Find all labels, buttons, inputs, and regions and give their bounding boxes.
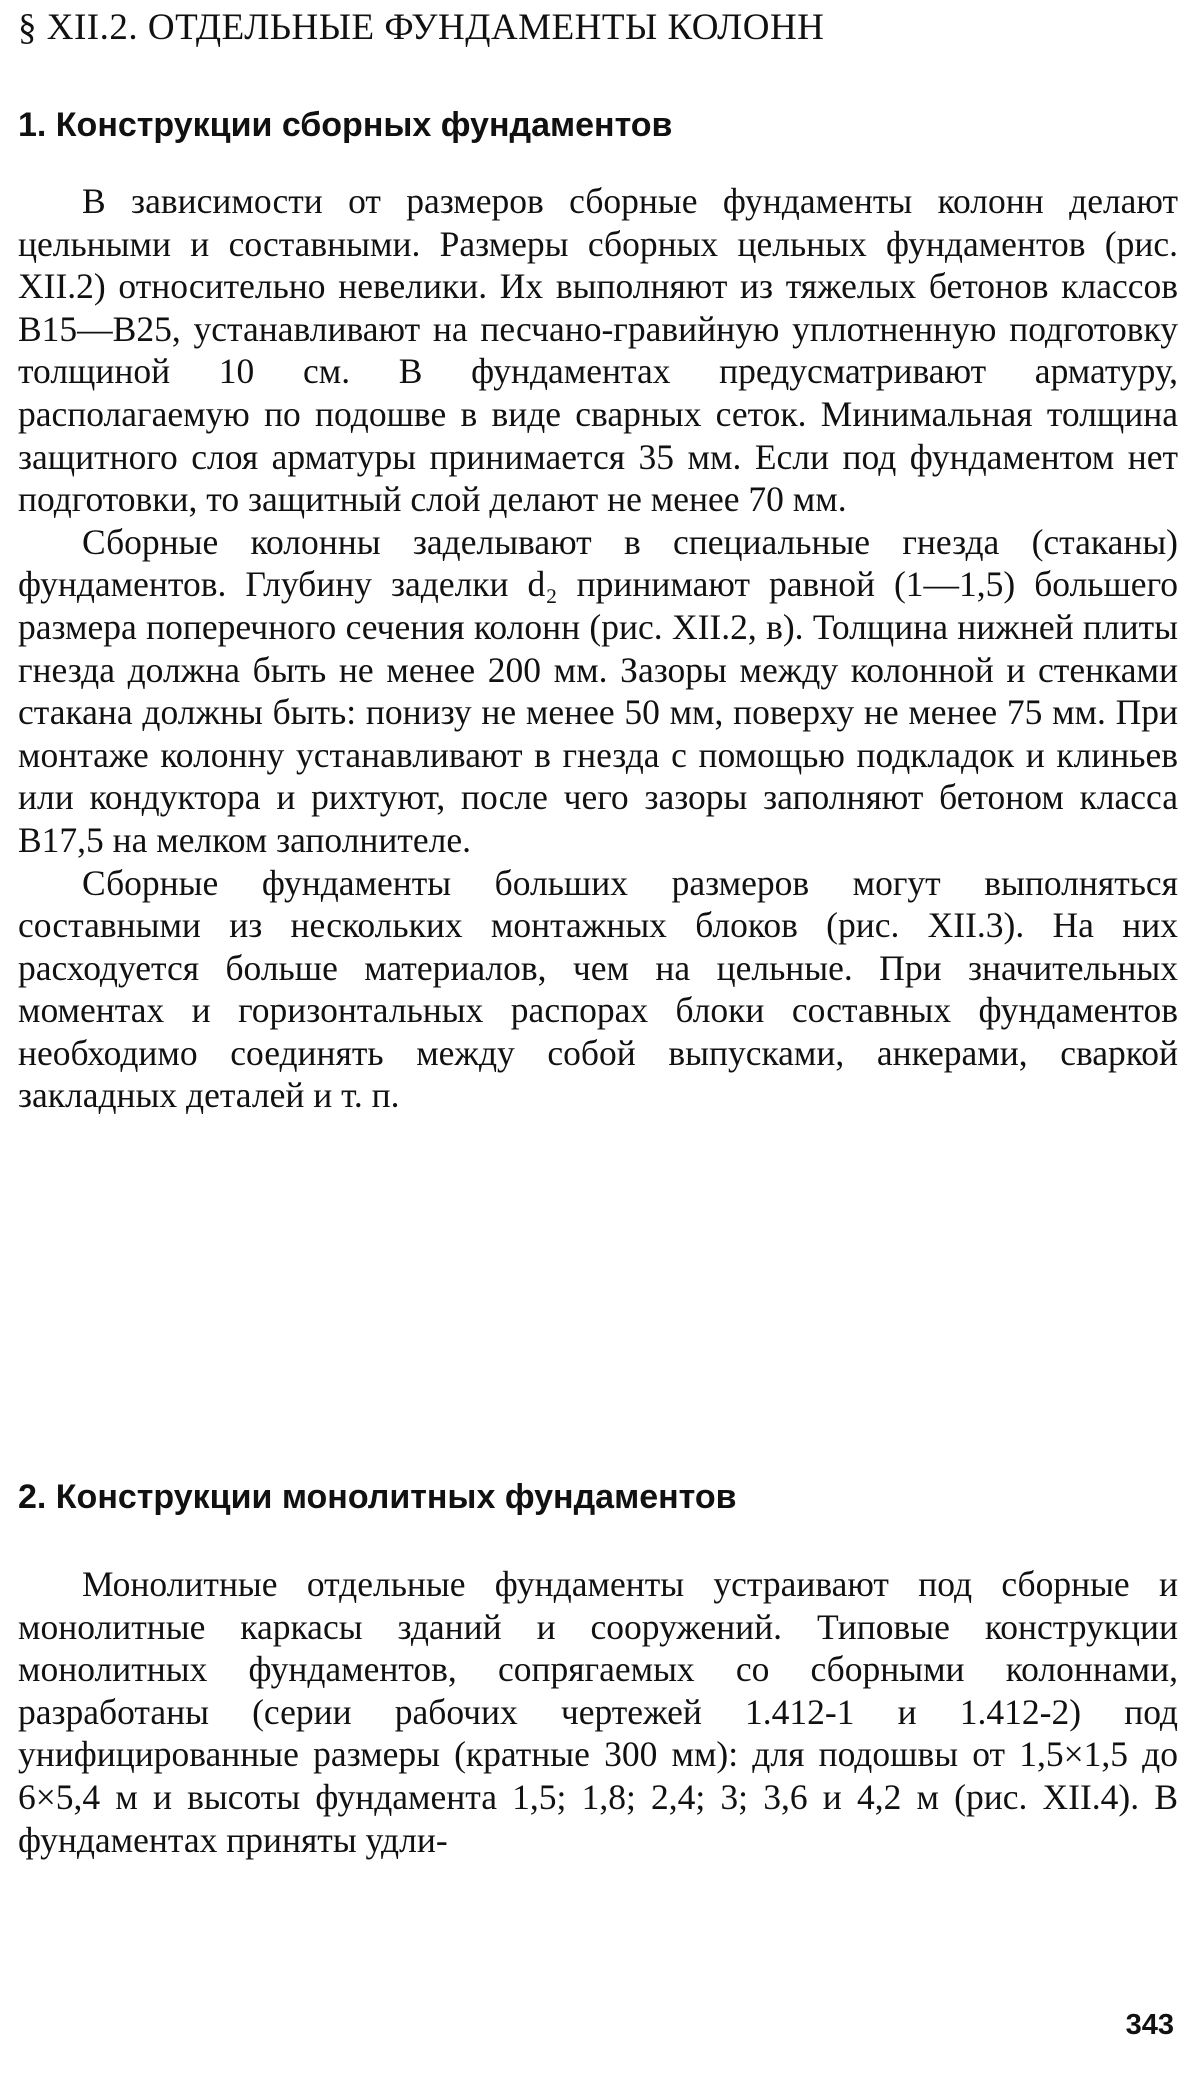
paragraph: Сборные фундаменты больших размеров могут выполняться составными из нескольких монтажных блоков (рис. XII.3). На них расходуется больше материалов, чем на цельные. При значительных моментах и горизонтальных распорах блоки составных фундаментов необходимо соединять между собой выпусками, анкерами, сваркой закладных деталей и т. п.	[18, 862, 1178, 1116]
section-body-monolithic-foundations	[18, 1563, 1178, 1861]
paragraph: Сборные колонны заделывают в специальные гнезда (стаканы) фундаментов. Глубину заделки d₂ принимают равной (1—1,5) большего размера поперечного сечения колонн (рис. XII.2, в). Толщина нижней плиты гнезда должна быть не менее 200 мм. Зазоры между колонной и стенками стакана должны быть: понизу не менее 50 мм, поверху не менее 75 мм. При монтаже колонну устанавливают в гнезда с помощью подкладок и клиньев или кондуктора и рихтуют, после чего зазоры заполняют бетоном класса В17,5 на мелком заполнителе.	[18, 521, 1178, 860]
page-number: 343	[1125, 2009, 1174, 2041]
paragraph: В зависимости от размеров сборные фундаменты колонн делают цельными и составными. Размеры сборных цельных фундаментов (рис. XII.2) относительно невелики. Их выполняют из тяжелых бетонов классов В15—В25, устанавливают на песчано-гравийную уплотненную подготовку толщиной 10 см. В фундаментах предусматривают арматуру, располагаемую по подошве в виде сварных сеток. Минимальная толщина защитного слоя арматуры принимается 35 мм. Если под фундаментом нет подготовки, то защитный слой делают не менее 70 мм.	[18, 181, 1178, 520]
section-heading-prefab-foundations: 1. Конструкции сборных фундаментов	[18, 106, 673, 144]
section-body-prefab-foundations	[18, 180, 1178, 1117]
document-page	[18, 0, 1178, 2076]
section-heading-monolithic-foundations: 2. Конструкции монолитных фундаментов	[18, 1478, 737, 1516]
running-head: § XII.2. ОТДЕЛЬНЫЕ ФУНДАМЕНТЫ КОЛОНН	[18, 7, 825, 48]
paragraph: Монолитные отдельные фундаменты устраивают под сборные и монолитные каркасы зданий и сооружений. Типовые конструкции монолитных фундаментов, сопрягаемых со сборными колоннами, разработаны (серии рабочих чертежей 1.412-1 и 1.412-2) под унифицированные размеры (кратные 300 мм): для подошвы от 1,5×1,5 до 6×5,4 м и высоты фундамента 1,5; 1,8; 2,4; 3; 3,6 и 4,2 м (рис. XII.4). В фундаментах приняты удли-	[18, 1564, 1178, 1860]
